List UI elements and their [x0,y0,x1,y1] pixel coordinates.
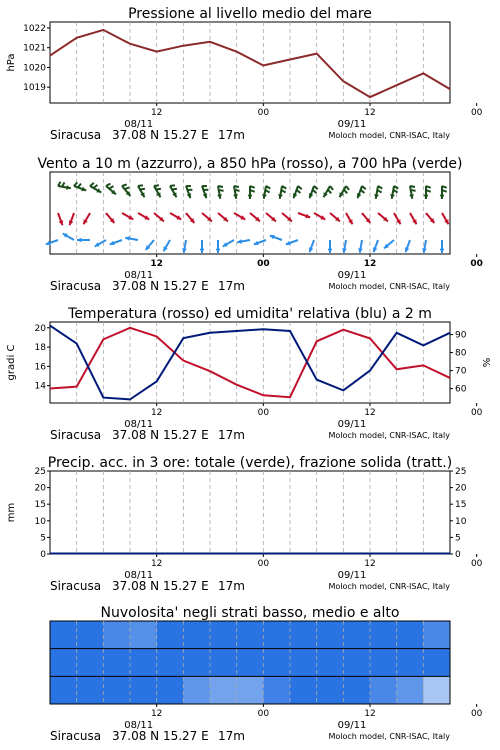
cloud-cell [157,676,184,704]
wind-850hPa-barb [426,213,434,223]
wind-700hPa-barb [186,186,192,198]
wind-700hPa-barb [122,184,130,196]
cloud-cell [317,649,344,677]
cloud-cell [317,676,344,704]
wind-700hPa-barb-feather [298,186,302,189]
cloud-cell [50,676,77,704]
wind-10m-barb [77,238,90,243]
temperature-line [50,328,450,397]
x-tick-label: 00 [257,108,270,118]
x-tick-label: 12 [364,108,376,118]
wind-850hPa-barb [282,213,292,221]
cloud-cell [77,676,104,704]
x-tick-label: 00 [257,709,270,719]
location-name: Siracusa [50,579,102,593]
location-name: Siracusa [50,279,102,293]
wind-850hPa-barb [266,213,276,221]
wind-700hPa-barb [374,186,382,199]
wind-10m-barb [146,240,154,250]
cloud-cell [423,621,450,649]
wind-10m-barb [384,240,394,248]
wind-10m-barb [270,235,282,240]
wind-10m-barb [358,240,363,253]
wind-10m-barb-head [328,249,333,253]
cloud-cell [210,676,237,704]
x-date-label: 09/11 [337,570,367,581]
cloud-cell [103,649,130,677]
wind-10m-barb [422,240,427,253]
cloud-cell [370,676,397,704]
x-tick-label: 12 [364,559,376,569]
wind-700hPa-barb-feather [74,182,77,186]
model-credit: Moloch model, CNR-ISAC, Italy [328,431,450,440]
wind-850hPa-barb [106,213,114,223]
wind-850hPa-barb [218,213,228,221]
wind-10m-barb [237,239,250,244]
x-date-label: 08/11 [124,419,154,430]
cloud-cell [370,621,397,649]
y-tick-label: 1020 [23,63,46,74]
wind-700hPa-barb-feather [109,186,113,188]
wind-700hPa-barb [106,184,116,195]
wind-700hPa-barb-feather [361,190,365,193]
y-axis-label: gradi C [6,344,17,381]
wind-700hPa-barb [324,186,334,197]
wind-700hPa-barb [202,186,208,198]
cloud-cell [237,621,264,649]
cloud-cell [370,649,397,677]
y-tick-label: 15 [34,500,46,511]
wind-10m-barb [254,240,266,245]
location-elevation: 17m [218,729,245,743]
wind-700hPa-barb-feather [394,186,398,189]
y-tick-label: 1021 [23,43,46,54]
y-tick-label: 16 [34,362,46,373]
chart-title-0: Pressione al livello medio del mare [128,6,372,22]
y-tick-label: 1019 [23,83,46,94]
wind-700hPa-barb-feather [140,189,145,190]
wind-700hPa-barb-head [248,195,253,199]
wind-10m-barb [309,240,314,252]
wind-700hPa-barb-feather [58,182,61,186]
x-tick-label: 12 [363,259,377,269]
wind-10m-barb-head [216,249,221,253]
x-date-label: 09/11 [337,720,367,731]
wind-850hPa-barb [234,213,245,220]
wind-700hPa-barb [74,182,86,191]
wind-10m-barb [440,240,445,253]
wind-700hPa-barb-feather [106,184,110,186]
wind-10m-barb [342,240,347,253]
cloud-cell [317,621,344,649]
model-credit: Moloch model, CNR-ISAC, Italy [328,282,450,291]
x-date-label: 09/11 [337,270,367,281]
wind-700hPa-barb-feather [138,185,143,186]
wind-700hPa-barb-feather [219,190,224,191]
y2-tick-label: 70 [455,366,467,377]
y-tick-label: 1022 [23,23,46,34]
wind-850hPa-barb [84,213,91,224]
wind-10m-barb [405,240,410,252]
location-coords: 37.08 N 15.27 E [112,128,209,142]
wind-850hPa-barb [410,213,417,224]
wind-850hPa-barb [346,213,353,224]
y2-tick-label: 80 [455,348,467,359]
y-tick-label: 5 [40,533,46,544]
cloud-cell [397,649,424,677]
wind-700hPa-barb-feather [62,182,65,186]
wind-700hPa-barb [90,183,101,193]
wind-700hPa-barb-feather [377,190,381,193]
wind-10m-barb [216,240,221,253]
wind-10m-barb [373,240,378,252]
wind-700hPa-barb-feather [234,186,239,187]
x-tick-label: 00 [470,259,483,269]
wind-850hPa-barb [170,213,181,220]
wind-700hPa-barb [357,186,366,198]
plot-frame-3 [50,471,450,554]
wind-850hPa-barb [138,213,149,220]
cloud-cell [77,621,104,649]
cloud-cell [50,621,77,649]
wind-850hPa-barb [154,213,164,221]
wind-850hPa-barb [442,213,449,224]
wind-850hPa-barb [330,213,340,221]
wind-700hPa-barb [170,185,177,197]
x-date-label: 09/11 [337,419,367,430]
cloud-cell [423,649,450,677]
wind-700hPa-barb-feather [378,186,382,189]
x-date-label: 08/11 [124,270,154,281]
x-tick-label: 00 [470,559,483,569]
wind-700hPa-barb-feather [281,190,285,193]
x-date-label: 09/11 [337,119,367,130]
cloud-cell [343,649,370,677]
wind-10m-barb-head [440,249,445,253]
y-tick-label: 25 [34,467,46,477]
wind-850hPa-barb [298,213,310,218]
y-tick-label: 0 [40,550,46,560]
location-coords: 37.08 N 15.27 E [112,428,209,442]
location-coords: 37.08 N 15.27 E [112,579,209,593]
x-tick-label: 12 [150,108,163,118]
x-tick-label: 12 [364,709,376,719]
wind-700hPa-barb-feather [170,185,175,186]
wind-700hPa-barb-feather [172,189,177,190]
wind-10m-barb [328,240,333,253]
y-axis-label: mm [6,502,17,523]
wind-10m-barb [125,236,138,241]
wind-700hPa-barb-feather [297,190,301,193]
cloud-cell [183,649,210,677]
wind-700hPa-barb [248,186,255,199]
wind-850hPa-barb [202,213,212,221]
x-date-label: 08/11 [124,720,154,731]
chart-title-4: Nuvolosita' negli strati basso, medio e alto [100,605,400,621]
cloud-cell [343,621,370,649]
y-tick-label: 20 [34,483,46,494]
wind-850hPa-barb [250,213,260,221]
cloud-cell [130,621,157,649]
y2-tick-label: 5 [455,533,461,544]
x-tick-label: 12 [150,559,163,569]
x-tick-label: 00 [257,408,270,418]
model-credit: Moloch model, CNR-ISAC, Italy [328,732,450,741]
cloud-cell [423,676,450,704]
y2-tick-label: 60 [455,384,467,395]
wind-700hPa-barb [424,186,431,199]
x-tick-label: 12 [364,408,376,418]
wind-10m-barb [95,240,106,247]
wind-700hPa-barb-feather [346,186,349,190]
wind-10m-barb [63,234,74,241]
cloud-cell [263,649,290,677]
cloud-cell [210,649,237,677]
cloud-cell [237,676,264,704]
cloud-cell [210,621,237,649]
wind-700hPa-barb [293,186,302,198]
wind-850hPa-barb [69,213,74,225]
wind-10m-barb [286,240,298,245]
y-tick-label: 20 [34,323,46,334]
location-elevation: 17m [218,128,245,142]
wind-700hPa-barb-feather [235,190,240,191]
cloud-cell [290,621,317,649]
y2-tick-label: 10 [455,516,467,527]
location-coords: 37.08 N 15.27 E [112,279,209,293]
model-credit: Moloch model, CNR-ISAC, Italy [328,131,450,140]
cloud-cell [50,649,77,677]
model-credit: Moloch model, CNR-ISAC, Italy [328,582,450,591]
x-date-label: 08/11 [124,570,154,581]
cloud-cell [343,676,370,704]
wind-700hPa-barb-feather [328,189,331,193]
wind-850hPa-barb [58,213,63,225]
wind-700hPa-barb-feather [410,186,415,187]
wind-700hPa-barb [138,185,145,197]
wind-700hPa-barb-feather [218,186,223,187]
wind-850hPa-barb [314,213,325,220]
chart-title-3: Precip. acc. in 3 ore: totale (verde), frazione solida (tratt.) [47,455,453,471]
x-tick-label: 12 [150,259,163,269]
wind-10m-barb [200,240,205,253]
y-tick-label: 10 [34,516,46,527]
wind-850hPa-barb [394,213,401,224]
pressure-line [50,30,450,97]
cloud-cell [290,676,317,704]
x-tick-label: 00 [257,259,270,269]
cloud-cell [103,621,130,649]
x-tick-label: 00 [257,559,270,569]
cloud-cell [103,676,130,704]
y2-tick-label: 0 [455,550,461,560]
wind-700hPa-barb-feather [313,190,317,193]
chart-title-2: Temperatura (rosso) ed umidita' relativa (blu) a 2 m [68,306,432,322]
wind-850hPa-barb [122,213,133,220]
wind-700hPa-barb-feather [282,186,286,189]
wind-700hPa-barb-feather [156,189,161,190]
cloud-cell [237,649,264,677]
wind-700hPa-barb-feather [344,189,347,193]
wind-10m-barb [164,240,171,251]
cloud-cell [130,676,157,704]
wind-700hPa-barb [58,182,71,190]
x-tick-label: 00 [470,108,483,118]
location-name: Siracusa [50,128,102,142]
cloud-cell [183,676,210,704]
wind-700hPa-barb-feather [154,185,159,186]
x-tick-label: 12 [150,408,163,418]
wind-700hPa-barb-feather [330,186,333,190]
wind-10m-barb [46,240,58,245]
wind-700hPa-barb-feather [393,190,397,193]
y2-axis-label: % [482,357,493,368]
x-date-label: 08/11 [124,119,154,130]
wind-700hPa-barb-feather [90,183,94,186]
x-tick-label: 12 [150,709,163,719]
cloud-cell [397,676,424,704]
y-tick-label: 18 [34,343,46,354]
wind-700hPa-barb-feather [362,186,366,189]
x-tick-label: 00 [470,408,483,418]
wind-10m-barb [110,240,122,245]
location-elevation: 17m [218,428,245,442]
cloud-cell [130,649,157,677]
chart-title-1: Vento a 10 m (azzurro), a 850 hPa (rosso), a 700 hPa (verde) [37,156,463,172]
wind-850hPa-barb [378,213,388,221]
location-coords: 37.08 N 15.27 E [112,729,209,743]
wind-700hPa-barb-head [424,195,429,199]
y2-tick-label: 25 [455,467,467,477]
wind-10m-barb [223,240,234,247]
cloud-cell [263,676,290,704]
wind-700hPa-barb-head [440,195,445,199]
wind-700hPa-barb [217,186,223,199]
wind-700hPa-barb-feather [93,185,97,188]
cloud-cell [183,621,210,649]
wind-700hPa-barb [409,186,415,199]
x-tick-label: 00 [470,709,483,719]
wind-700hPa-barb-feather [125,187,130,189]
wind-700hPa-barb [340,186,350,197]
y2-tick-label: 90 [455,330,467,341]
wind-700hPa-barb-feather [314,186,318,189]
y-tick-label: 14 [34,381,46,392]
wind-10m-barb-head [77,238,81,243]
wind-700hPa-barb-feather [266,186,270,189]
wind-10m-barb-head [200,249,205,253]
location-elevation: 17m [218,279,245,293]
wind-10m-barb [182,240,187,253]
y2-tick-label: 15 [455,500,467,511]
wind-700hPa-barb [278,186,286,199]
wind-700hPa-barb [154,185,161,197]
cloud-cell [290,649,317,677]
wind-700hPa-barb [440,186,447,199]
wind-700hPa-barb-feather [78,184,81,188]
wind-700hPa-barb-feather [411,190,416,191]
y-axis-label: hPa [6,53,17,72]
wind-700hPa-barb-feather [265,190,269,193]
wind-700hPa-barb-feather [122,184,127,186]
cloud-cell [157,649,184,677]
cloud-cell [157,621,184,649]
cloud-cell [397,621,424,649]
cloud-cell [77,649,104,677]
location-name: Siracusa [50,729,102,743]
y2-tick-label: 20 [455,483,467,494]
wind-850hPa-barb [186,213,194,223]
location-name: Siracusa [50,428,102,442]
location-elevation: 17m [218,579,245,593]
cloud-cell [263,621,290,649]
wind-850hPa-barb [362,213,370,223]
